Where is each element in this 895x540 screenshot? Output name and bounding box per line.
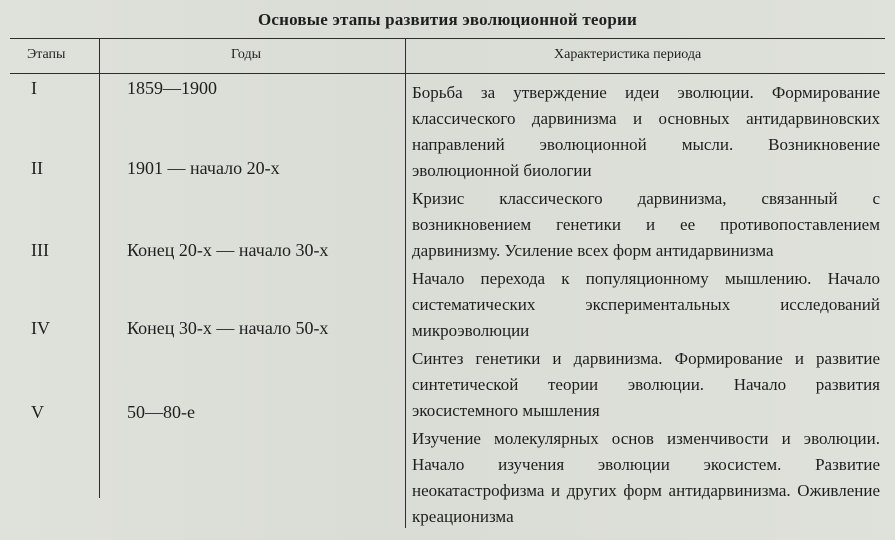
description-cell: Начало перехода к популяционному мышлению. Начало систематических экспериментальных исследований микроэволюции [412,269,880,340]
header-description: Характеристика периода [554,47,702,62]
description-cell: Кризис классического дарвинизма, связанный с возникновением генетики и ее противопоставлением дарвинизму. Усиление всех форм антидарвинизма [412,189,880,260]
stage-cell: I [31,78,37,98]
description-cell: Борьба за утверждение идеи эволюции. Формирование классического дарвинизма и основных антидарвиновских направлений эволюционной мысли. Возникновение эволюционной биологии [412,83,880,180]
years-cell: 1901 — начало 20-х [127,158,280,178]
header-years: Годы [231,47,261,62]
column-divider-stage-years [99,38,100,498]
table-top-rule [10,38,885,39]
stage-cell: II [31,158,43,178]
stage-cell: V [31,402,44,422]
years-cell: 50—80-е [127,402,195,422]
years-cell: 1859—1900 [127,78,217,98]
table-title: Основые этапы развития эволюционной теории [257,10,638,29]
years-cell: Конец 30-х — начало 50-х [127,318,329,338]
description-cell: Изучение молекулярных основ изменчивости и эволюции. Начало изучения эволюции экосистем. Развитие неокатастрофизма и других форм антидарвинизма. Оживление креационизма [412,429,880,526]
years-cell: Конец 20-х — начало 30-х [127,240,329,260]
column-divider-years-description [405,38,406,528]
header-bottom-rule [10,73,885,74]
stage-cell: IV [31,318,50,338]
description-cell: Синтез генетики и дарвинизма. Формирование и развитие синтетической теории эволюции. Начало развития экосистемного мышления [412,349,880,420]
stage-cell: III [31,240,49,260]
header-stage: Этапы [27,47,66,62]
